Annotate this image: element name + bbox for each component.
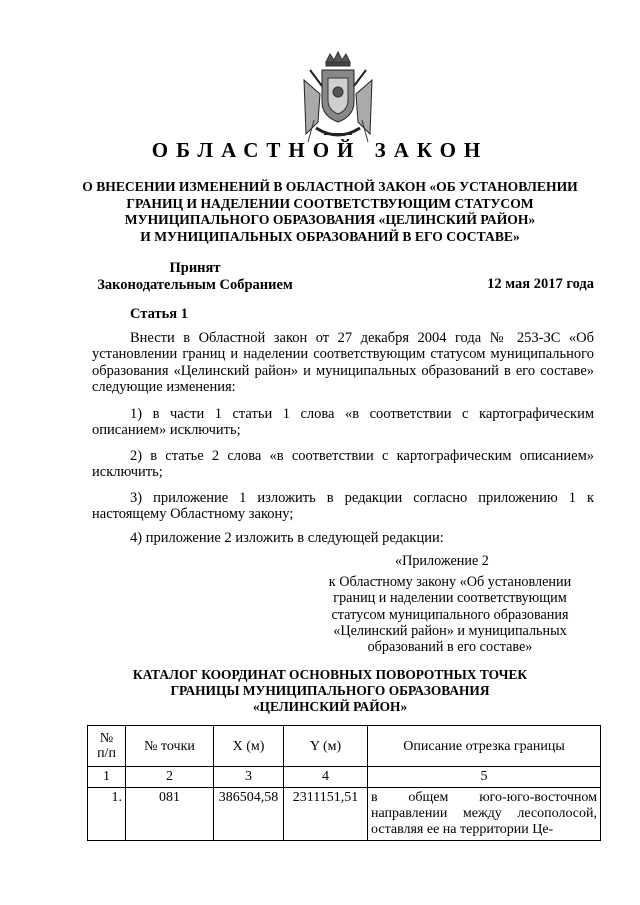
paragraph-intro: Внести в Областной закон от 27 декабря 2004 года № 253-ЗС «Об установлении границ и наделении соответствующим статусом муниципального образования «Целинский район» и муниципальных образований в его составе» следующие изменения: <box>92 330 594 395</box>
subject-line: И МУНИЦИПАЛЬНЫХ ОБРАЗОВАНИЙ В ЕГО СОСТАВЕ» <box>140 228 520 244</box>
appendix-note-line: границ и наделении соответствующим <box>333 590 567 607</box>
header-num <box>88 726 126 767</box>
column-number: 1 <box>88 767 126 788</box>
subject-line: О ВНЕСЕНИИ ИЗМЕНЕНИЙ В ОБЛАСТНОЙ ЗАКОН «ОБ УСТАНОВЛЕНИИ <box>82 179 578 194</box>
catalog-heading <box>60 667 600 715</box>
adopted-body: Законодательным Собранием <box>97 276 293 293</box>
paragraph-item-1: 1) в части 1 статьи 1 слова «в соответствии с картографическим описанием» исключить; <box>92 406 594 439</box>
row-x: 386504,58 <box>214 788 284 841</box>
header-num-line: п/п <box>97 746 116 761</box>
adopted-by <box>90 260 300 293</box>
article-heading: Статья 1 <box>130 306 188 322</box>
catalog-line: «ЦЕЛИНСКИЙ РАЙОН» <box>252 699 408 714</box>
column-number: 5 <box>368 767 601 788</box>
catalog-line: ГРАНИЦЫ МУНИЦИПАЛЬНОГО ОБРАЗОВАНИЯ <box>170 683 490 698</box>
law-subject <box>60 179 600 245</box>
row-description: в общем юго-юго-восточном направлении между лесополосой, оставляя ее на территории Це- <box>368 788 601 841</box>
header-y: Y (м) <box>284 726 368 767</box>
column-number: 2 <box>126 767 214 788</box>
header-point: № точки <box>126 726 214 767</box>
header-x: X (м) <box>214 726 284 767</box>
subject-line: ГРАНИЦ И НАДЕЛЕНИИ СООТВЕТСТВУЮЩИМ СТАТУСОМ <box>126 195 534 211</box>
column-number: 4 <box>284 767 368 788</box>
column-number: 3 <box>214 767 284 788</box>
row-y: 2311151,51 <box>284 788 368 841</box>
appendix-note-line: статусом муниципального образования <box>331 606 569 623</box>
coat-of-arms-emblem <box>296 50 380 150</box>
appendix-note-line: «Целинский район» и муниципальных <box>333 622 567 639</box>
header-num-line: № <box>99 731 114 746</box>
row-num: 1. <box>88 788 126 841</box>
coordinates-table <box>87 725 601 841</box>
appendix-note-line: образований в его составе» <box>367 639 533 656</box>
table-row <box>88 788 601 841</box>
paragraph-item-3: 3) приложение 1 изложить в редакции согласно приложению 1 к настоящему Областному закону; <box>92 490 594 523</box>
adopted-date: 12 мая 2017 года <box>487 276 594 292</box>
adopted-line: Принят <box>169 260 221 276</box>
law-title: ОБЛАСТНОЙ ЗАКОН <box>151 138 489 162</box>
appendix-heading: «Приложение 2 <box>395 553 489 569</box>
subject-line: МУНИЦИПАЛЬНОГО ОБРАЗОВАНИЯ «ЦЕЛИНСКИЙ РАЙОН» <box>124 212 536 227</box>
paragraph-item-2: 2) в статье 2 слова «в соответствии с картографическим описанием» исключить; <box>92 448 594 481</box>
catalog-line: КАТАЛОГ КООРДИНАТ ОСНОВНЫХ ПОВОРОТНЫХ ТОЧЕК <box>132 667 528 682</box>
appendix-note-line: к Областному закону «Об установлении <box>328 574 572 590</box>
table-header-row <box>88 726 601 767</box>
column-number-row <box>88 767 601 788</box>
appendix-note <box>305 574 595 655</box>
paragraph-item-4: 4) приложение 2 изложить в следующей редакции: <box>130 530 444 546</box>
header-description: Описание отрезка границы <box>368 726 601 767</box>
row-point: 081 <box>126 788 214 841</box>
